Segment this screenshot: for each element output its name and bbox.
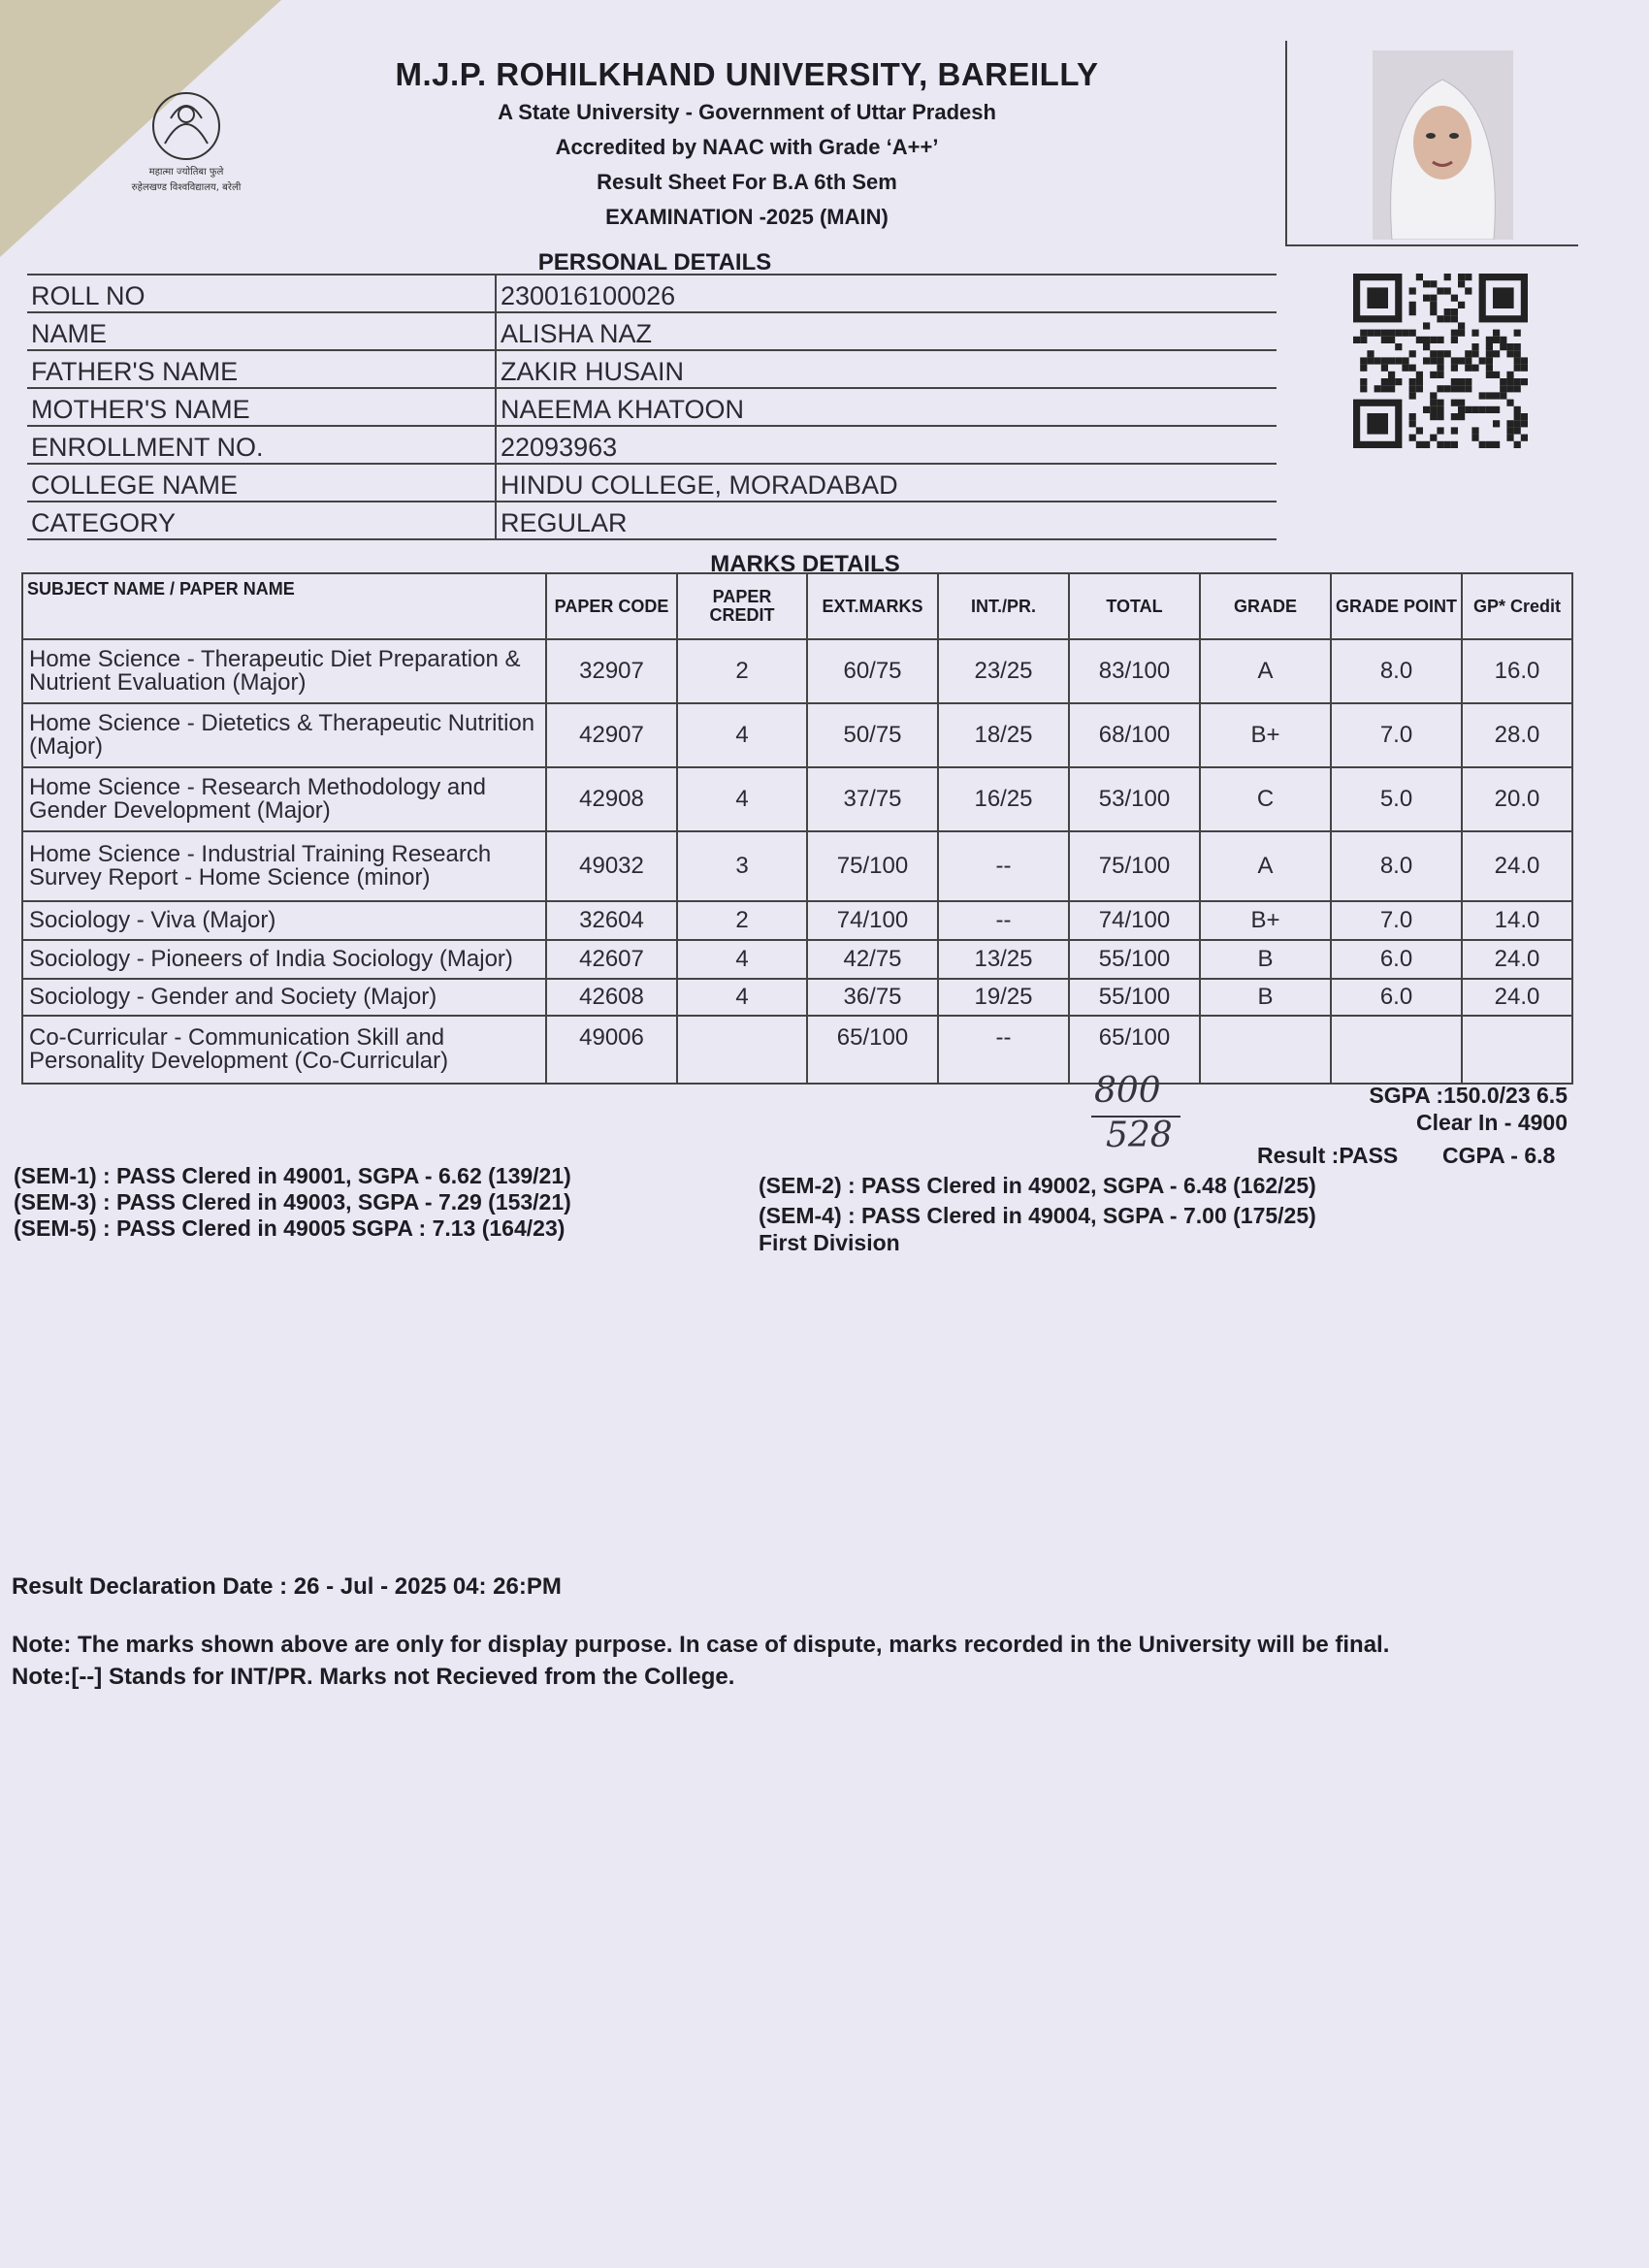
- header-paper-credit: PAPER CREDIT: [677, 573, 807, 639]
- cell-ext-marks: 50/75: [807, 703, 938, 767]
- marks-row: [22, 831, 1572, 901]
- personal-label: ROLL NO: [27, 275, 496, 312]
- handwritten-obtained: 528: [1106, 1116, 1173, 1155]
- sem-3-result: (SEM-3) : PASS Clered in 49003, SGPA - 7.29 (153/21): [14, 1189, 571, 1215]
- cell-total: 83/100: [1069, 639, 1200, 703]
- cell-total: 53/100: [1069, 767, 1200, 831]
- cell-ext-marks: 42/75: [807, 940, 938, 979]
- cell-int-pr: 13/25: [938, 940, 1069, 979]
- sem-5-result: (SEM-5) : PASS Clered in 49005 SGPA : 7.13 (164/23): [14, 1215, 566, 1241]
- cell-int-pr: 23/25: [938, 639, 1069, 703]
- personal-row: [27, 388, 1277, 426]
- cell-grade: B+: [1200, 703, 1331, 767]
- division: First Division: [759, 1230, 900, 1255]
- header-total: TOTAL: [1069, 573, 1200, 639]
- cell-grade-point: 6.0: [1331, 940, 1462, 979]
- cell-paper-code: 49032: [546, 831, 677, 901]
- cell-grade: B: [1200, 940, 1331, 979]
- cell-ext-marks: 60/75: [807, 639, 938, 703]
- cell-paper-credit: 4: [677, 979, 807, 1016]
- handwritten-total: 800: [1094, 1071, 1161, 1111]
- cell-total: 74/100: [1069, 901, 1200, 940]
- marks-details-title: MARKS DETAILS: [710, 551, 900, 577]
- cell-total: 55/100: [1069, 979, 1200, 1016]
- personal-row: [27, 502, 1277, 539]
- marks-row: [22, 703, 1572, 767]
- cell-ext-marks: 74/100: [807, 901, 938, 940]
- cell-grade: C: [1200, 767, 1331, 831]
- header-subject: SUBJECT NAME / PAPER NAME: [22, 573, 546, 639]
- cell-grade: A: [1200, 831, 1331, 901]
- cell-int-pr: 19/25: [938, 979, 1069, 1016]
- marks-row: [22, 1016, 1572, 1084]
- logo-text-1: महात्मा ज्योतिबा फुले: [148, 167, 224, 178]
- cell-gp-credit: 16.0: [1462, 639, 1572, 703]
- personal-value: 22093963: [496, 426, 1277, 464]
- cell-subject: Sociology - Gender and Society (Major): [22, 979, 546, 1016]
- personal-label: NAME: [27, 312, 496, 350]
- cell-int-pr: 18/25: [938, 703, 1069, 767]
- personal-label: ENROLLMENT NO.: [27, 426, 496, 464]
- clear-in: Clear In - 4900: [1416, 1110, 1568, 1135]
- cell-paper-credit: 4: [677, 703, 807, 767]
- personal-value: 230016100026: [496, 275, 1277, 312]
- header-line-4: EXAMINATION -2025 (MAIN): [605, 205, 889, 229]
- cell-subject: Co-Curricular - Communication Skill and Personality Development (Co-Curricular): [22, 1016, 546, 1084]
- cell-total: 75/100: [1069, 831, 1200, 901]
- result-status: Result :PASS: [1257, 1143, 1399, 1168]
- cell-gp-credit: 24.0: [1462, 979, 1572, 1016]
- sgpa-summary: SGPA :150.0/23 6.5: [1369, 1083, 1568, 1108]
- cell-subject: Home Science - Research Methodology and Gender Development (Major): [22, 767, 546, 831]
- personal-label: MOTHER'S NAME: [27, 388, 496, 426]
- marks-row: [22, 639, 1572, 703]
- cell-paper-code: 32604: [546, 901, 677, 940]
- logo-text-2: रुहेलखण्ड विश्वविद्यालय, बरेली: [131, 182, 242, 193]
- cell-paper-code: 42908: [546, 767, 677, 831]
- personal-value: ALISHA NAZ: [496, 312, 1277, 350]
- cell-gp-credit: 24.0: [1462, 831, 1572, 901]
- marks-row: [22, 940, 1572, 979]
- personal-label: COLLEGE NAME: [27, 464, 496, 502]
- cell-paper-credit: 2: [677, 901, 807, 940]
- personal-value: ZAKIR HUSAIN: [496, 350, 1277, 388]
- header-line-3: Result Sheet For B.A 6th Sem: [597, 170, 897, 194]
- header-int-pr: INT./PR.: [938, 573, 1069, 639]
- cell-paper-code: 32907: [546, 639, 677, 703]
- student-photo: [1373, 50, 1513, 240]
- cell-paper-code: 42907: [546, 703, 677, 767]
- marks-row: [22, 767, 1572, 831]
- cell-int-pr: --: [938, 901, 1069, 940]
- cell-total: 68/100: [1069, 703, 1200, 767]
- cell-grade-point: [1331, 1016, 1462, 1084]
- personal-details-table: [27, 274, 1277, 540]
- marks-header-row: [22, 573, 1572, 639]
- cell-grade: [1200, 1016, 1331, 1084]
- personal-row: [27, 464, 1277, 502]
- personal-label: CATEGORY: [27, 502, 496, 539]
- header-gp-credit: GP* Credit: [1462, 573, 1572, 639]
- cell-subject: Home Science - Therapeutic Diet Preparation & Nutrient Evaluation (Major): [22, 639, 546, 703]
- note-display-purpose: Note: The marks shown above are only for display purpose. In case of dispute, marks recorded in the University will be final.: [12, 1632, 1390, 1658]
- cell-ext-marks: 37/75: [807, 767, 938, 831]
- cell-ext-marks: 75/100: [807, 831, 938, 901]
- cell-subject: Sociology - Pioneers of India Sociology (Major): [22, 940, 546, 979]
- cell-total: 65/100: [1069, 1016, 1200, 1084]
- university-title: M.J.P. ROHILKHAND UNIVERSITY, BAREILLY: [395, 56, 1099, 92]
- header-grade-point: GRADE POINT: [1331, 573, 1462, 639]
- cell-paper-code: 42607: [546, 940, 677, 979]
- cell-grade-point: 6.0: [1331, 979, 1462, 1016]
- personal-label: FATHER'S NAME: [27, 350, 496, 388]
- note-int-pr: Note:[--] Stands for INT/PR. Marks not Recieved from the College.: [12, 1664, 735, 1690]
- cell-grade: B+: [1200, 901, 1331, 940]
- personal-row: [27, 275, 1277, 312]
- header-ext-marks: EXT.MARKS: [807, 573, 938, 639]
- cell-grade: B: [1200, 979, 1331, 1016]
- cell-grade-point: 5.0: [1331, 767, 1462, 831]
- cell-grade-point: 7.0: [1331, 901, 1462, 940]
- university-logo: [107, 76, 272, 202]
- cell-gp-credit: [1462, 1016, 1572, 1084]
- cell-grade-point: 8.0: [1331, 831, 1462, 901]
- cell-gp-credit: 24.0: [1462, 940, 1572, 979]
- cell-paper-credit: [677, 1016, 807, 1084]
- personal-value: REGULAR: [496, 502, 1277, 539]
- cell-paper-credit: 4: [677, 767, 807, 831]
- cell-grade: A: [1200, 639, 1331, 703]
- personal-row: [27, 426, 1277, 464]
- result-declaration-date: Result Declaration Date : 26 - Jul - 2025 04: 26:PM: [12, 1573, 562, 1600]
- cell-grade-point: 7.0: [1331, 703, 1462, 767]
- sem-4-result: (SEM-4) : PASS Clered in 49004, SGPA - 7.00 (175/25): [759, 1203, 1316, 1228]
- cell-subject: Home Science - Dietetics & Therapeutic Nutrition (Major): [22, 703, 546, 767]
- cell-int-pr: --: [938, 1016, 1069, 1084]
- cell-ext-marks: 65/100: [807, 1016, 938, 1084]
- cell-int-pr: 16/25: [938, 767, 1069, 831]
- sem-2-result: (SEM-2) : PASS Clered in 49002, SGPA - 6.48 (162/25): [759, 1173, 1316, 1198]
- personal-value: NAEEMA KHATOON: [496, 388, 1277, 426]
- marks-table: [21, 572, 1573, 1085]
- cell-subject: Sociology - Viva (Major): [22, 901, 546, 940]
- cell-gp-credit: 28.0: [1462, 703, 1572, 767]
- cell-subject: Home Science - Industrial Training Research Survey Report - Home Science (minor): [22, 831, 546, 901]
- header-line-2: Accredited by NAAC with Grade ‘A++’: [555, 135, 939, 159]
- header-line-1: A State University - Government of Uttar Pradesh: [498, 100, 996, 124]
- cell-gp-credit: 20.0: [1462, 767, 1572, 831]
- personal-details-title: PERSONAL DETAILS: [537, 249, 772, 275]
- header-grade: GRADE: [1200, 573, 1331, 639]
- cell-int-pr: --: [938, 831, 1069, 901]
- personal-value: HINDU COLLEGE, MORADABAD: [496, 464, 1277, 502]
- cell-paper-code: 42608: [546, 979, 677, 1016]
- cell-paper-credit: 3: [677, 831, 807, 901]
- cell-grade-point: 8.0: [1331, 639, 1462, 703]
- cell-paper-credit: 4: [677, 940, 807, 979]
- cell-ext-marks: 36/75: [807, 979, 938, 1016]
- sem-1-result: (SEM-1) : PASS Clered in 49001, SGPA - 6.62 (139/21): [14, 1163, 571, 1188]
- cell-paper-credit: 2: [677, 639, 807, 703]
- marks-row: [22, 901, 1572, 940]
- qr-code: [1353, 274, 1528, 448]
- marks-row: [22, 979, 1572, 1016]
- cgpa: CGPA - 6.8: [1442, 1143, 1556, 1168]
- cell-total: 55/100: [1069, 940, 1200, 979]
- cell-gp-credit: 14.0: [1462, 901, 1572, 940]
- personal-row: [27, 312, 1277, 350]
- header-paper-code: PAPER CODE: [546, 573, 677, 639]
- personal-row: [27, 350, 1277, 388]
- cell-paper-code: 49006: [546, 1016, 677, 1084]
